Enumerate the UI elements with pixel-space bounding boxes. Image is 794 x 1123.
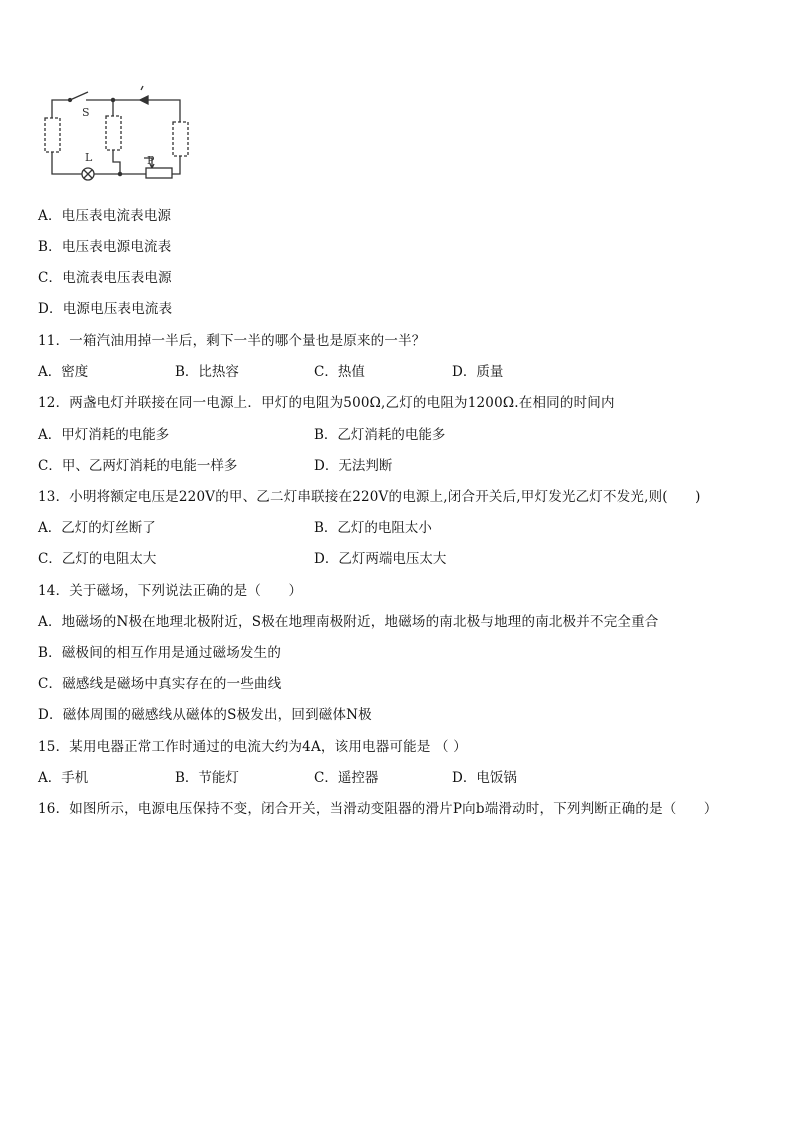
meter-box-3	[173, 122, 188, 156]
junction-bottom	[118, 172, 121, 175]
q12-option-b[interactable]: B．乙灯消耗的电能多	[314, 427, 446, 443]
q14-option-b[interactable]: B．磁极间的相互作用是通过磁场发生的	[38, 645, 282, 661]
q13-option-b[interactable]: B．乙灯的电阻太小	[314, 520, 432, 536]
q14-stem: 14．关于磁场，下列说法正确的是（ ）	[38, 583, 303, 599]
q14-option-c[interactable]: C．磁感线是磁场中真实存在的一些曲线	[38, 676, 282, 692]
q15-option-a[interactable]: A．手机	[38, 770, 89, 786]
switch-blade	[70, 92, 88, 100]
junction-top	[111, 98, 114, 101]
wire-left-bottom	[52, 152, 82, 174]
q13-option-c[interactable]: C．乙灯的电阻太大	[38, 551, 157, 567]
label-l: L	[85, 151, 93, 164]
wire-top-left	[52, 100, 70, 102]
q16-stem: 16．如图所示，电源电压保持不变，闭合开关，当滑动变阻器的滑片P向b端滑动时，下列判断正确的是（ ）	[38, 801, 718, 817]
wire-mid-bottom	[113, 150, 120, 174]
meter-box-1	[45, 118, 60, 152]
q11-option-b[interactable]: B．比热容	[175, 364, 239, 380]
q15-stem: 15．某用电器正常工作时通过的电流大约为4A，该用电器可能是 （ ）	[38, 739, 467, 755]
lamp-cross	[84, 170, 92, 178]
meter-box-2	[106, 116, 121, 150]
q15-option-d[interactable]: D．电饭锅	[452, 770, 517, 786]
rheostat	[146, 168, 172, 178]
q10-option-d[interactable]: D．电源电压表电流表	[38, 301, 173, 317]
q12-option-c[interactable]: C．甲、乙两灯消耗的电能一样多	[38, 458, 238, 474]
label-s: S	[82, 106, 90, 119]
tick-mark	[141, 86, 143, 90]
q11-option-d[interactable]: D．质量	[452, 364, 504, 380]
switch-contact	[69, 99, 72, 102]
current-arrow	[140, 96, 148, 104]
q11-option-c[interactable]: C．热值	[314, 364, 365, 380]
q11-option-a[interactable]: A．密度	[38, 364, 89, 380]
q10-option-a[interactable]: A．电压表电流表电源	[38, 208, 172, 224]
q10-option-c[interactable]: C．电流表电压表电源	[38, 270, 172, 286]
q10-option-b[interactable]: B．电压表电源电流表	[38, 239, 172, 255]
q12-stem: 12．两盏电灯并联接在同一电源上．甲灯的电阻为500Ω,乙灯的电阻为1200Ω.在相同的时间内	[38, 395, 615, 411]
circuit-diagram	[40, 82, 200, 190]
wire-right-bottom	[172, 156, 180, 174]
q14-option-a[interactable]: A．地磁场的N极在地理北极附近，S极在地理南极附近，地磁场的南北极与地理的南北极并不完全重合	[38, 614, 659, 630]
wire-top-right	[86, 100, 180, 122]
q13-option-a[interactable]: A．乙灯的灯丝断了	[38, 520, 156, 536]
q12-option-d[interactable]: D．无法判断	[314, 458, 393, 474]
q13-option-d[interactable]: D．乙灯两端电压太大	[314, 551, 447, 567]
q11-stem: 11．一箱汽油用掉一半后，剩下一半的哪个量也是原来的一半？	[38, 333, 426, 349]
q15-option-c[interactable]: C．遥控器	[314, 770, 379, 786]
q15-option-b[interactable]: B．节能灯	[175, 770, 239, 786]
label-p: P	[147, 154, 155, 167]
q14-option-d[interactable]: D．磁体周围的磁感线从磁体的S极发出，回到磁体N极	[38, 707, 372, 723]
q13-stem: 13．小明将额定电压是220V的甲、乙二灯串联接在220V的电源上,闭合开关后,甲灯发光乙灯不发光,则( )	[38, 489, 701, 505]
q12-option-a[interactable]: A．甲灯消耗的电能多	[38, 427, 170, 443]
